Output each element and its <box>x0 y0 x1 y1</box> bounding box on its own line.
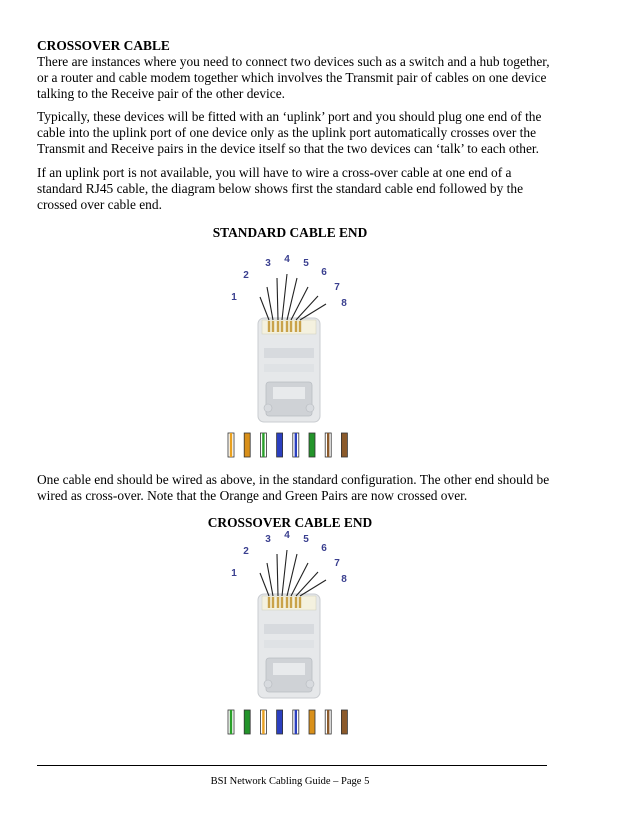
crossover-pin-number-7: 7 <box>334 558 340 569</box>
paragraph-no-uplink: If an uplink port is not available, you will have to wire a cross-over cable at one end of a standard RJ45 cable, the diagram below shows first the standard cable end followed by the crossed over cable end. <box>37 165 524 212</box>
crossover-pin-number-8: 8 <box>341 574 347 585</box>
standard-heading: STANDARD CABLE END <box>212 225 368 240</box>
crossover-wire-4 <box>282 550 287 596</box>
standard-wire-swatch-4 <box>277 433 283 457</box>
crossover-connector-ridge-lower <box>264 640 314 648</box>
crossover-latch-pin-left <box>264 680 272 688</box>
standard-wire-2 <box>267 287 273 320</box>
crossover-pin-number-5: 5 <box>303 534 309 545</box>
rj45-crossover-diagram <box>220 528 360 703</box>
crossover-pin-number-1: 1 <box>231 568 237 579</box>
standard-latch-pin-right <box>306 404 314 412</box>
standard-pin-number-4: 4 <box>284 254 290 265</box>
crossover-wire-swatch-5 <box>293 710 299 734</box>
standard-pin-6 <box>290 321 292 332</box>
standard-pin-number-3: 3 <box>265 258 271 269</box>
crossover-wire-7 <box>296 572 318 596</box>
crossover-connector-ridge <box>264 624 314 634</box>
standard-pin-number-5: 5 <box>303 258 309 269</box>
crossover-wire-swatch-1 <box>228 710 234 734</box>
crossover-latch-window <box>273 663 305 675</box>
standard-pin-8 <box>299 321 301 332</box>
standard-connector-ridge <box>264 348 314 358</box>
crossover-latch-pin-right <box>306 680 314 688</box>
standard-connector-ridge-lower <box>264 364 314 372</box>
crossover-wire-swatch-4 <box>277 710 283 734</box>
footer-divider <box>37 765 547 766</box>
crossover-pin-3 <box>277 597 279 608</box>
standard-pin-number-8: 8 <box>341 298 347 309</box>
standard-wire-swatch-7 <box>325 433 331 457</box>
page-footer: BSI Network Cabling Guide – Page 5 <box>210 776 370 787</box>
crossover-pin-8 <box>299 597 301 608</box>
crossover-wire-swatch-7 <box>325 710 331 734</box>
crossover-heading: CROSSOVER CABLE END <box>207 515 373 530</box>
crossover-wire-swatch-6 <box>309 710 315 734</box>
crossover-wire-swatch-3 <box>260 710 266 734</box>
standard-wire-swatch-3 <box>260 433 266 457</box>
crossover-wire-2 <box>267 563 273 596</box>
paragraph-intro: There are instances where you need to connect two devices such as a switch and a hub together, or a router and cable modem together which involves the Transmit pair of cables on one device talking to the Receive pair of the other device. <box>37 54 550 101</box>
crossover-wire-3 <box>277 554 278 596</box>
crossover-pin-7 <box>295 597 297 608</box>
paragraph-crossover-note: One cable end should be wired as above, in the standard configuration. The other end should be wired as cross-over. Note that the Orange and Green Pairs are now crossed over. <box>37 472 550 503</box>
standard-wire-5 <box>287 278 297 320</box>
crossover-wire-colors <box>226 709 356 735</box>
standard-pin-number-1: 1 <box>231 292 237 303</box>
crossover-wire-1 <box>260 573 269 596</box>
crossover-pin-4 <box>281 597 283 608</box>
crossover-wire-swatch-2 <box>244 710 250 734</box>
paragraph-uplink: Typically, these devices will be fitted with an ‘uplink’ port and you should plug one end of the cable into the uplink port of one device only as the uplink port automatically crosses over the Transmit and Receive pairs in the device itself so that the two devices can ‘talk’ to each other. <box>37 109 542 156</box>
standard-pin-number-2: 2 <box>243 270 249 281</box>
standard-pin-2 <box>272 321 274 332</box>
standard-wire-1 <box>260 297 269 320</box>
crossover-pin-number-2: 2 <box>243 546 249 557</box>
crossover-pin-6 <box>290 597 292 608</box>
crossover-wire-swatch-8 <box>341 710 347 734</box>
crossover-pin-5 <box>286 597 288 608</box>
standard-wire-swatch-6 <box>309 433 315 457</box>
standard-wire-swatch-8 <box>341 433 347 457</box>
standard-pin-5 <box>286 321 288 332</box>
standard-wire-swatch-1 <box>228 433 234 457</box>
standard-wire-swatch-2 <box>244 433 250 457</box>
standard-wire-4 <box>282 274 287 320</box>
crossover-pin-2 <box>272 597 274 608</box>
standard-wire-colors <box>226 432 356 458</box>
standard-wire-3 <box>277 278 278 320</box>
rj45-standard-diagram <box>220 252 360 427</box>
standard-pin-number-7: 7 <box>334 282 340 293</box>
standard-latch-pin-left <box>264 404 272 412</box>
standard-pin-1 <box>268 321 270 332</box>
standard-pin-number-6: 6 <box>321 267 327 278</box>
crossover-pin-1 <box>268 597 270 608</box>
crossover-pin-number-6: 6 <box>321 543 327 554</box>
crossover-pin-number-3: 3 <box>265 534 271 545</box>
standard-latch-window <box>273 387 305 399</box>
standard-pin-7 <box>295 321 297 332</box>
crossover-wire-5 <box>287 554 297 596</box>
crossover-pin-number-4: 4 <box>284 530 290 541</box>
standard-pin-3 <box>277 321 279 332</box>
standard-wire-swatch-5 <box>293 433 299 457</box>
standard-pin-4 <box>281 321 283 332</box>
standard-wire-7 <box>296 296 318 320</box>
section-title: CROSSOVER CABLE <box>37 38 170 53</box>
